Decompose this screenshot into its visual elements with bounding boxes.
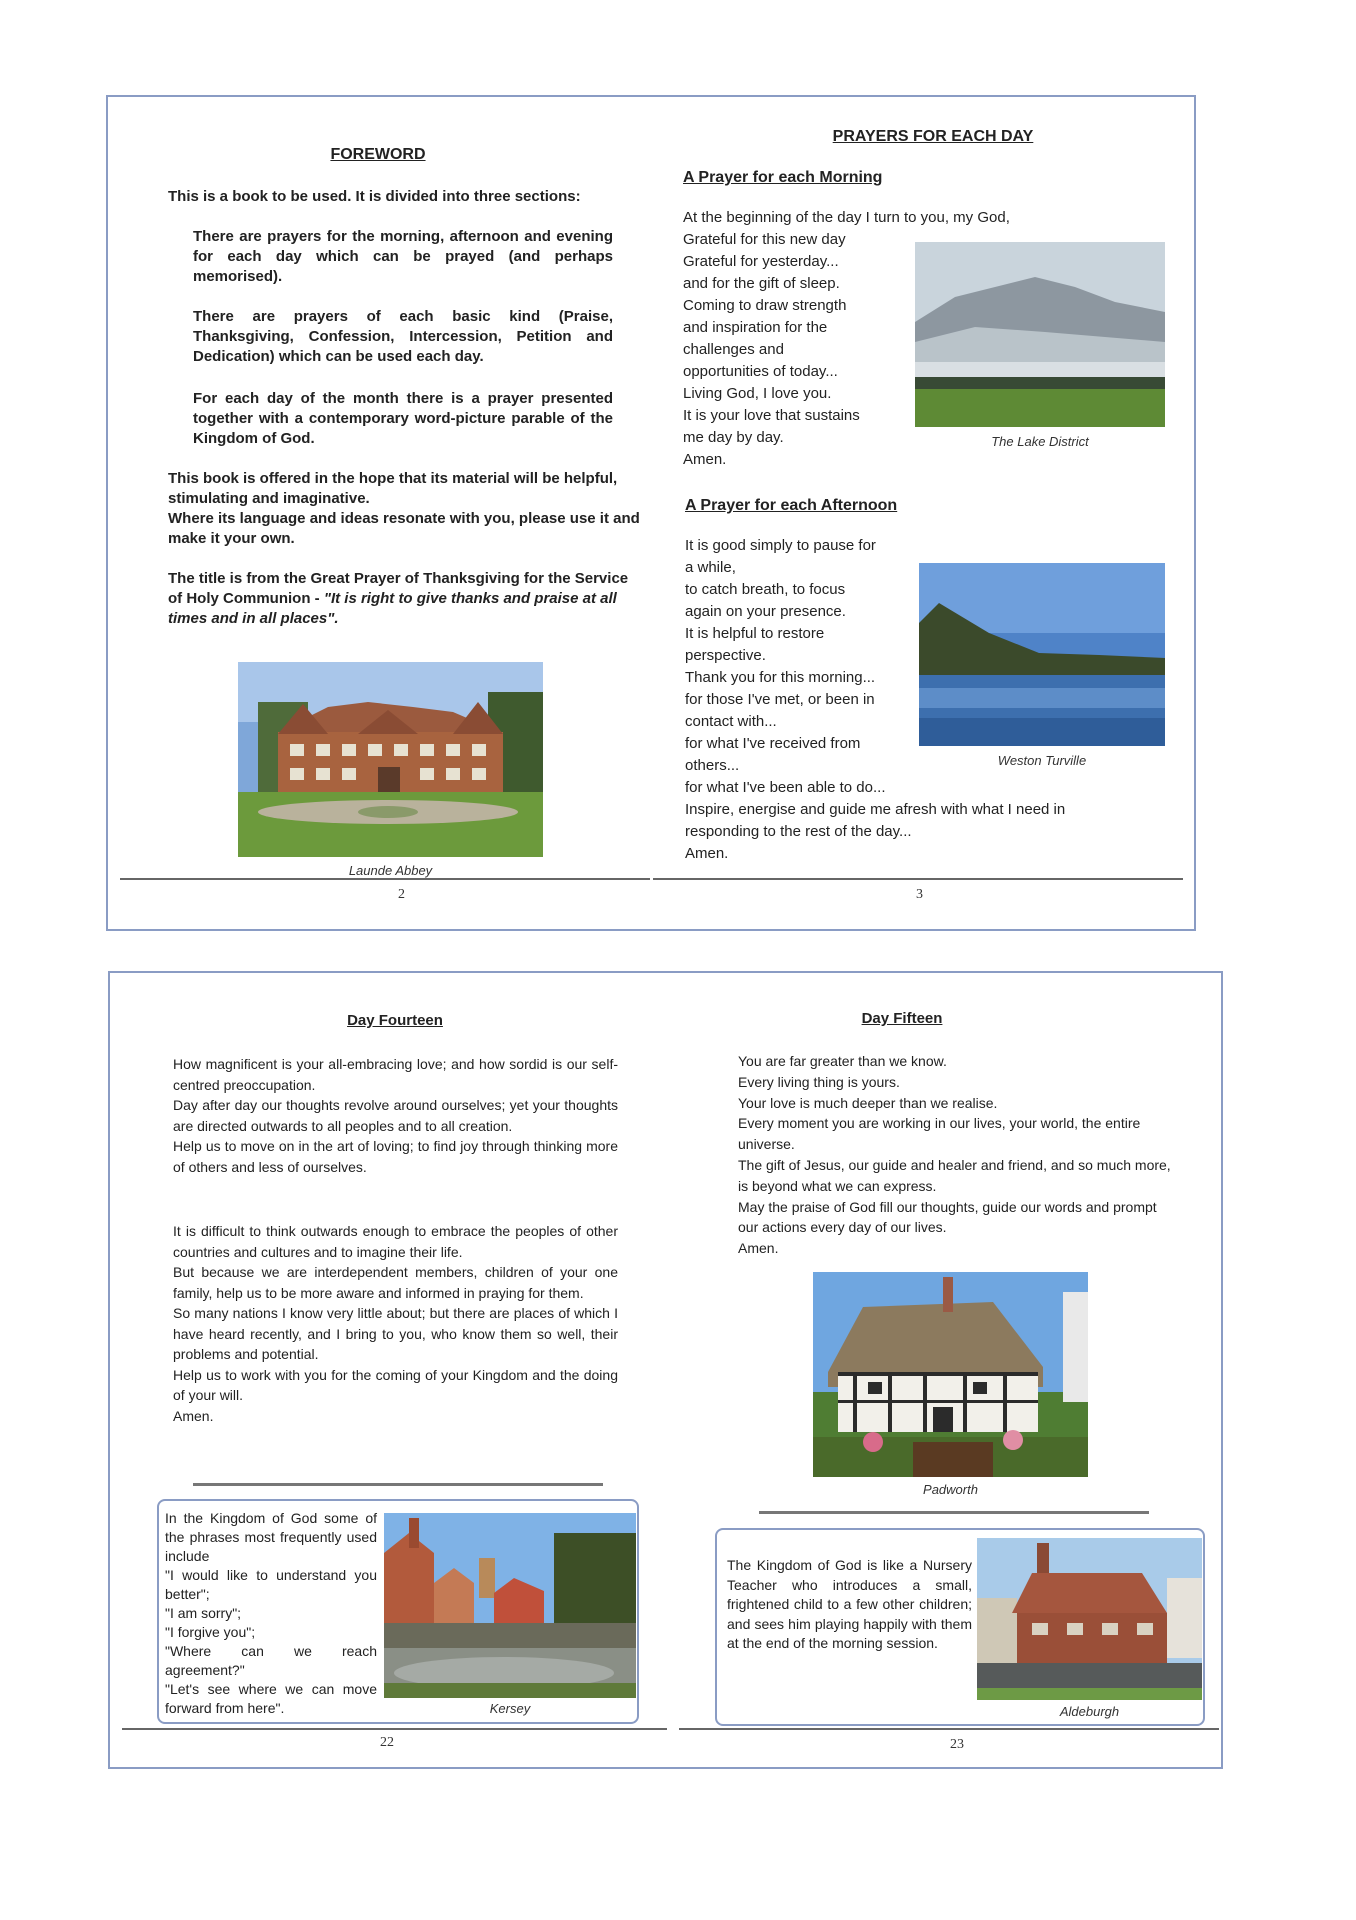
prayer-line: responding to the rest of the day...	[685, 823, 912, 840]
morning-heading: A Prayer for each Morning	[683, 169, 883, 186]
foreword-offer-1: This book is offered in the hope that its material will be helpful, stimulating and imaginative.	[168, 470, 618, 507]
prayer-line: May the praise of God fill our thoughts, guide our words and prompt our actions every day of our lives.	[738, 1198, 1157, 1236]
photo-caption: Aldeburgh	[1059, 1704, 1120, 1719]
page-day-fourteen	[110, 973, 667, 1767]
prayer-line: Grateful for yesterday...	[683, 253, 839, 270]
prayer-line: for those I've met, or been in	[685, 691, 875, 708]
footer-rule	[122, 1728, 667, 1730]
photo-caption: Kersey	[489, 1701, 531, 1716]
afternoon-heading: A Prayer for each Afternoon	[685, 497, 898, 514]
kersey-photo	[384, 1513, 636, 1698]
foreword-section-3: For each day of the month there is a prayer presented together with a contemporary word-picture parable of the Kingdom of God.	[193, 390, 613, 447]
foreword-title-note	[168, 569, 643, 629]
foreword-intro: This is a book to be used. It is divided into three sections:	[168, 188, 581, 205]
parable-intro: In the Kingdom of God some of the phrases most frequently used include	[165, 1510, 377, 1564]
prayer-line: and inspiration for the	[683, 319, 828, 336]
prayer-line: opportunities of today...	[683, 363, 838, 380]
parable-phrase: "I am sorry";	[165, 1605, 242, 1621]
title-note-quote: "It is right to give thanks and praise at all times and in all places".	[168, 590, 617, 627]
parable-phrase: "I would like to understand you better";	[165, 1567, 377, 1602]
prayer-line: Grateful for this new day	[683, 231, 846, 248]
padworth-photo	[813, 1272, 1088, 1477]
prayer-line: Amen.	[738, 1240, 779, 1257]
photo-caption: Weston Turville	[997, 753, 1087, 768]
prayer-line: a while,	[685, 559, 736, 576]
prayer-line: It is your love that sustains	[683, 407, 860, 424]
footer-rule	[120, 878, 650, 880]
prayer-line: You are far greater than we know.	[738, 1053, 947, 1069]
prayer-line: perspective.	[685, 647, 766, 664]
prayer-paragraph: It is difficult to think outwards enough to embrace the peoples of other countries and cultures and to imagine their life.	[173, 1223, 618, 1260]
prayer-line: me day by day.	[683, 429, 784, 446]
day-fourteen-prayer-part-2	[173, 1221, 618, 1426]
afternoon-prayer-end	[685, 777, 1185, 865]
separator-rule	[759, 1511, 1149, 1514]
morning-first-line: At the beginning of the day I turn to you, my God,	[683, 209, 1010, 226]
prayer-line: Amen.	[685, 845, 729, 862]
day-fifteen-prayer	[738, 1051, 1173, 1259]
page-number: 2	[398, 887, 405, 902]
page-title: Day Fifteen	[861, 1010, 943, 1027]
prayer-line: others...	[685, 757, 740, 774]
footer-rule	[679, 1728, 1219, 1730]
footer-rule	[653, 878, 1183, 880]
booklet-spread-foreword	[106, 95, 1196, 931]
prayer-line: and for the gift of sleep.	[683, 275, 840, 292]
foreword-section-2: There are prayers of each basic kind (Praise, Thanksgiving, Confession, Intercession, Petition and Dedication) which can be used each day.	[193, 308, 613, 365]
parable-phrase: "Let's see where we can move forward from here".	[165, 1681, 377, 1716]
title-note-text: The title is from the Great Prayer of Thanksgiving for the Service of Holy Communion -	[168, 570, 629, 607]
prayer-line: to catch breath, to focus	[685, 581, 846, 598]
prayer-line: Inspire, energise and guide me afresh with what I need in	[685, 801, 1066, 818]
day-fourteen-prayer-part-1	[173, 1054, 618, 1177]
foreword-offer-2: Where its language and ideas resonate with you, please use it and make it your own.	[168, 510, 640, 547]
prayer-line: Living God, I love you.	[683, 385, 832, 402]
morning-prayer	[683, 229, 923, 471]
prayer-line: Amen.	[683, 451, 727, 468]
aldeburgh-photo	[977, 1538, 1202, 1700]
page-prayers-for-each-day	[653, 97, 1198, 929]
page-title: PRAYERS FOR EACH DAY	[832, 128, 1034, 145]
parable-text: The Kingdom of God is like a Nursery Teacher who introduces a small, frightened child to a few other children; and sees him playing happily with them at the end of the morning session.	[727, 1557, 972, 1651]
prayer-line: Coming to draw strength	[683, 297, 847, 314]
page-day-fifteen	[667, 973, 1225, 1767]
prayer-paragraph: Help us to move on in the art of loving; to find joy through thinking more of others and less of ourselves.	[173, 1138, 618, 1175]
separator-rule	[193, 1483, 603, 1486]
kingdom-parable-box	[715, 1528, 1205, 1726]
foreword-offer	[168, 469, 643, 549]
photo-caption: Launde Abbey	[348, 863, 433, 878]
photo-caption: Padworth	[923, 1482, 978, 1497]
prayer-paragraph: But because we are interdependent members, children of your one family, help us to be more aware and informed in praying for them.	[173, 1264, 618, 1301]
prayer-line: Thank you for this morning...	[685, 669, 876, 686]
prayer-line: for what I've been able to do...	[685, 779, 886, 796]
page-title: Day Fourteen	[347, 1012, 443, 1029]
prayer-line: Every moment you are working in our lives, your world, the entire universe.	[738, 1115, 1141, 1153]
prayer-line: contact with...	[685, 713, 777, 730]
prayer-paragraph: Help us to work with you for the coming of your Kingdom and the doing of your will.	[173, 1366, 618, 1403]
prayer-paragraph: Day after day our thoughts revolve around ourselves; yet your thoughts are directed outwards to all peoples and to all creation.	[173, 1097, 618, 1134]
prayer-line: challenges and	[683, 341, 784, 358]
prayer-paragraph: So many nations I know very little about; but there are places of which I have heard recently, and I bring to you, who know them so well, their problems and potential.	[173, 1305, 618, 1362]
prayer-line: Your love is much deeper than we realise.	[738, 1094, 998, 1111]
prayer-line: It is helpful to restore	[685, 625, 825, 642]
page-foreword	[108, 97, 653, 929]
photo-caption: The Lake District	[991, 434, 1089, 449]
page-number: 23	[950, 1737, 964, 1752]
prayer-paragraph: Amen.	[173, 1407, 214, 1424]
weston-turville-photo	[919, 563, 1165, 746]
kingdom-parable-box	[157, 1499, 639, 1724]
parable-phrase: "Where can we reach agreement?"	[165, 1643, 377, 1678]
prayer-line: It is good simply to pause for	[685, 537, 876, 554]
prayer-line: again on your presence.	[685, 603, 846, 620]
page-number: 3	[916, 887, 923, 902]
prayer-paragraph: How magnificent is your all-embracing love; and how sordid is our self-centred preoccupation.	[173, 1056, 618, 1093]
prayer-line: for what I've received from	[685, 735, 861, 752]
booklet-spread-days	[108, 971, 1223, 1769]
page-number: 22	[380, 1735, 394, 1750]
page-title: FOREWORD	[330, 146, 426, 163]
parable-text	[165, 1509, 377, 1718]
launde-abbey-photo	[238, 662, 543, 857]
foreword-section-1: There are prayers for the morning, afternoon and evening for each day which can be prayed (and perhaps memorised).	[193, 228, 613, 285]
prayer-line: The gift of Jesus, our guide and healer and friend, and so much more, is beyond what we can express.	[738, 1156, 1171, 1194]
afternoon-prayer	[685, 535, 925, 777]
lake-district-photo	[915, 242, 1165, 427]
parable-phrase: "I forgive you";	[165, 1624, 256, 1640]
prayer-line: Every living thing is yours.	[738, 1073, 900, 1090]
